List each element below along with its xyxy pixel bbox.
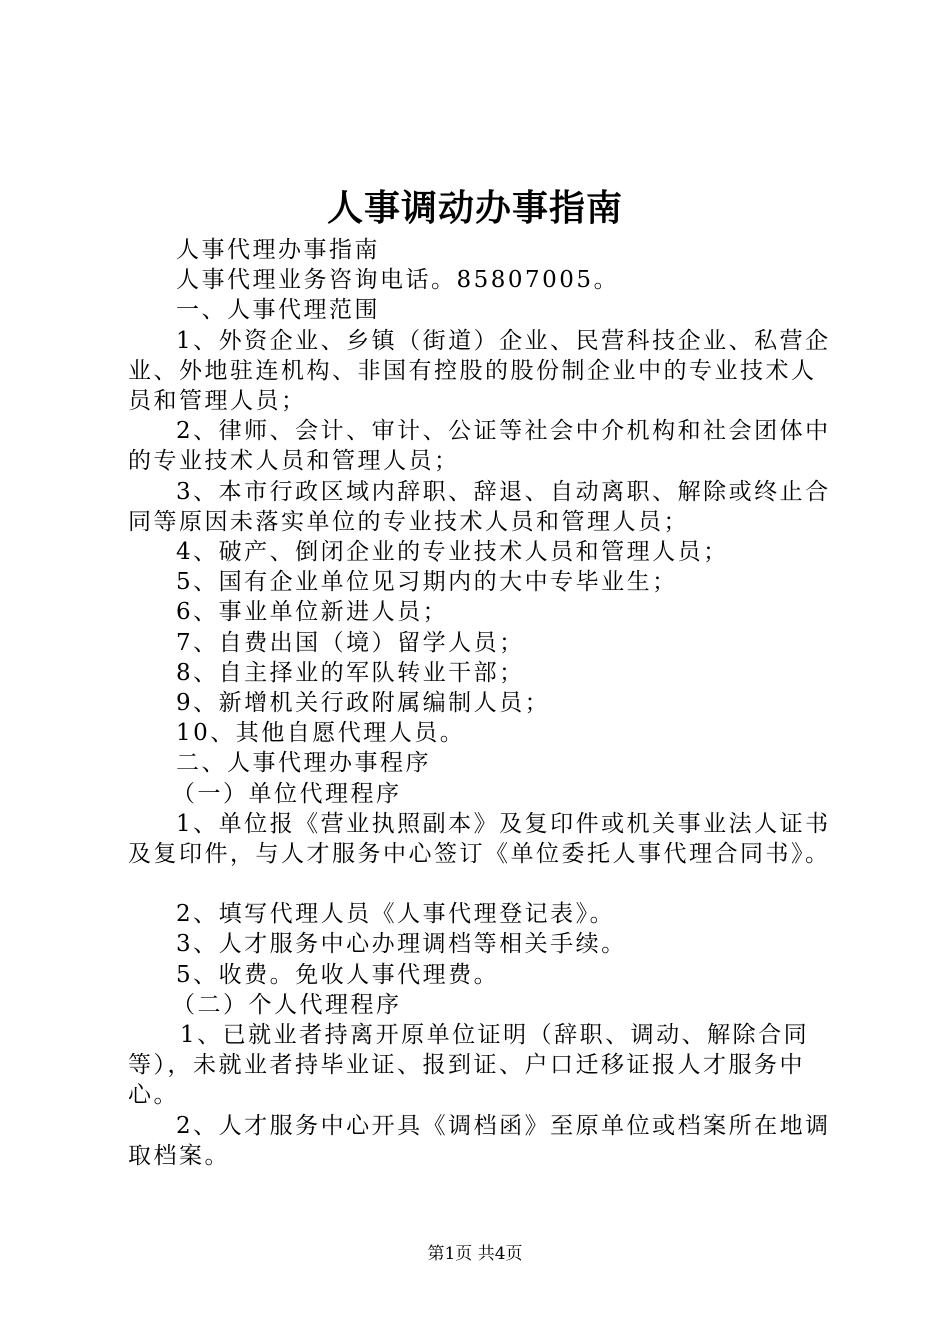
page-footer: 第1页 共4页 xyxy=(427,1244,523,1264)
section-heading-scope: 一、人事代理范围 xyxy=(176,297,380,324)
subsection-heading-unit: （一）单位代理程序 xyxy=(172,780,402,807)
personal-step-1: 1、已就业者持离开原单位证明（辞职、调动、解除合同等），未就业者持毕业证、报到证、户口迁移证报人才服务中心。 xyxy=(128,1022,810,1109)
unit-step-5: 5、收费。免收人事代理费。 xyxy=(176,961,500,988)
paragraph-phone: 人事代理业务咨询电话。85807005。 xyxy=(176,267,620,294)
subsection-heading-personal: （二）个人代理程序 xyxy=(172,991,402,1018)
personal-step-2: 2、人才服务中心开具《调档函》至原单位或档案所在地调取档案。 xyxy=(128,1112,831,1169)
scope-item-7: 7、自费出国（境）留学人员； xyxy=(176,629,525,656)
unit-step-3: 3、人才服务中心办理调档等相关手续。 xyxy=(176,931,627,958)
scope-item-9: 9、新增机关行政附属编制人员； xyxy=(176,690,551,717)
scope-item-3: 3、本市行政区域内辞职、辞退、自动离职、解除或终止合同等原因未落实单位的专业技术人员和管理人员； xyxy=(128,478,831,535)
scope-item-2: 2、律师、会计、审计、公证等社会中介机构和社会团体中的专业技术人员和管理人员； xyxy=(128,418,831,475)
scope-item-10: 10、其他自愿代理人员。 xyxy=(176,720,466,747)
scope-item-1: 1、外资企业、乡镇（街道）企业、民营科技企业、私营企业、外地驻连机构、非国有控股的股份制企业中的专业技术人员和管理人员； xyxy=(128,327,831,415)
scope-item-5: 5、国有企业单位见习期内的大中专毕业生； xyxy=(176,569,678,596)
document-title: 人事调动办事指南 xyxy=(326,187,623,229)
paragraph-subtitle: 人事代理办事指南 xyxy=(176,237,380,263)
unit-step-2: 2、填写代理人员《人事代理登记表》。 xyxy=(176,901,616,928)
scope-item-4: 4、破产、倒闭企业的专业技术人员和管理人员； xyxy=(176,539,729,566)
scope-item-6: 6、事业单位新进人员； xyxy=(176,599,449,626)
section-heading-procedure: 二、人事代理办事程序 xyxy=(176,750,431,777)
unit-step-1: 1、单位报《营业执照副本》及复印件或机关事业法人证书及复印件，与人才服务中心签订《单位委托人事代理合同书》。 xyxy=(128,810,831,868)
paragraph-gap xyxy=(128,869,832,899)
scope-item-8: 8、自主择业的军队转业干部； xyxy=(176,659,525,686)
document-body xyxy=(128,235,832,1171)
